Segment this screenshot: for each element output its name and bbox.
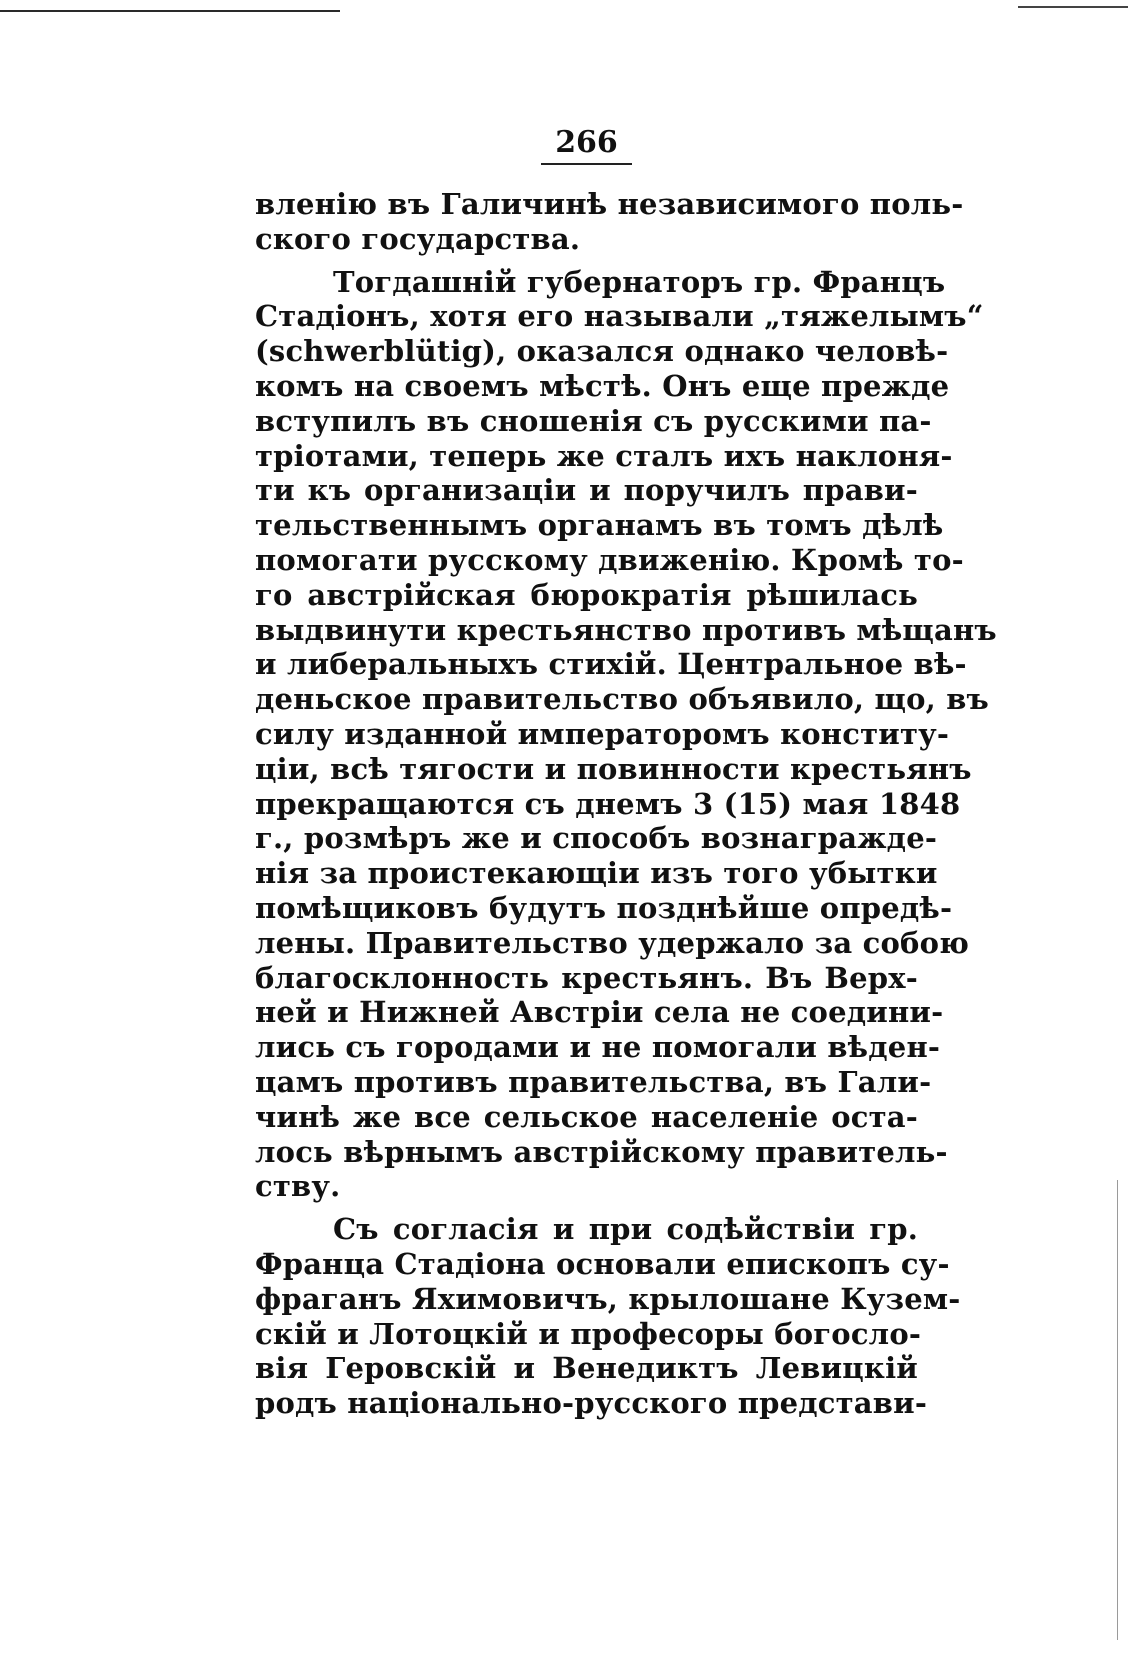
text-line: помогати русскому движенію. Кромѣ то- bbox=[255, 542, 964, 577]
book-page bbox=[255, 125, 997, 1421]
paragraph-2 bbox=[255, 264, 997, 1205]
text-line: ству. bbox=[255, 1169, 341, 1204]
text-line: Тогдашній губернаторъ гр. Францъ bbox=[333, 264, 946, 299]
text-line: прекращаются съ днемъ 3 (15) мая 1848 bbox=[255, 786, 961, 821]
text-line: г., розмѣръ же и способъ вознагражде- bbox=[255, 821, 938, 856]
text-line: Францa Стадіона основали епископъ су- bbox=[255, 1246, 950, 1281]
text-line: вленію въ Галичинѣ независимого поль- bbox=[255, 187, 964, 221]
text-line: лось вѣрнымъ австрійскому правитель- bbox=[255, 1134, 948, 1169]
scan-edge-top-left bbox=[0, 10, 340, 12]
text-line: вія Геровскій и Венедиктъ Левицкій bbox=[255, 1351, 918, 1386]
text-line: выдвинути крестьянство противъ мѣщанъ bbox=[255, 612, 997, 647]
text-line: го австрійская бюрократія рѣшилась bbox=[255, 577, 918, 612]
text-line: вступилъ въ сношенія съ русскими па- bbox=[255, 403, 932, 438]
text-line: (schwerblütig), оказался однако человѣ- bbox=[255, 334, 949, 369]
text-line: чинѣ же все сельское населеніе оста- bbox=[255, 1099, 918, 1134]
text-line: ней и Нижней Австріи села не соедини- bbox=[255, 995, 944, 1030]
text-line: благосклонность крестьянъ. Въ Верх- bbox=[255, 960, 918, 995]
paragraph-gap bbox=[255, 1204, 918, 1212]
text-line: нія за проистекающіи изъ того убытки bbox=[255, 856, 938, 891]
text-line: тельственнымъ органамъ въ томъ дѣлѣ bbox=[255, 508, 944, 543]
text-line: силу изданной императоромъ конститу- bbox=[255, 716, 950, 751]
page-body bbox=[255, 187, 997, 1421]
text-line: Съ согласія и при содѣйствіи гр. bbox=[333, 1212, 918, 1247]
text-line: фраганъ Яхимовичъ, крылошане Кузем- bbox=[255, 1281, 961, 1316]
text-line: ти къ организаціи и поручилъ прави- bbox=[255, 473, 918, 508]
scan-edge-top-right bbox=[1018, 6, 1128, 8]
text-line: лены. Правительство удержало за собою bbox=[255, 925, 970, 960]
text-line: тріотами, теперь же сталъ ихъ наклоня- bbox=[255, 438, 953, 473]
page-number-text: 266 bbox=[541, 125, 632, 165]
paragraph-gap bbox=[255, 257, 918, 265]
text-line: цамъ противъ правительства, въ Гали- bbox=[255, 1064, 932, 1099]
text-line: родъ національно-русского представи- bbox=[255, 1386, 928, 1421]
text-line: и либеральныхъ стихій. Центральное вѣ- bbox=[255, 647, 967, 682]
text-line: деньское правительство объявило, що, въ bbox=[255, 682, 990, 717]
paragraph-1 bbox=[255, 187, 964, 257]
text-line: скій и Лотоцкій и професоры богосло- bbox=[255, 1316, 922, 1351]
text-line: ціи, всѣ тягости и повинности крестьянъ bbox=[255, 751, 972, 786]
text-line: ского государства. bbox=[255, 221, 581, 256]
paragraph-3 bbox=[255, 1212, 961, 1421]
text-line: лись съ городами и не помогали вѣден- bbox=[255, 1030, 941, 1065]
text-line: Стадіонъ, хотя его называли „тяжелымъ“ bbox=[255, 299, 984, 334]
text-line: помѣщиковъ будутъ позднѣйше опредѣ- bbox=[255, 890, 953, 925]
text-line: комъ на своемъ мѣстѣ. Онъ еще прежде bbox=[255, 368, 950, 403]
page-number bbox=[255, 125, 918, 165]
scan-edge-right bbox=[1117, 1180, 1118, 1640]
